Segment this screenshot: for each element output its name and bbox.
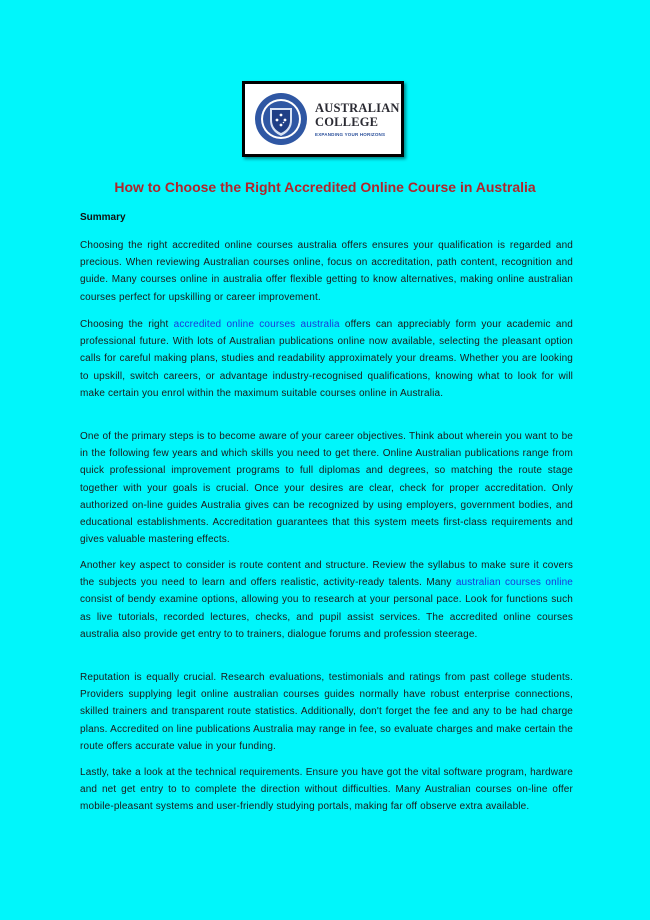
paragraph-4-text-before: Another key aspect to consider is route content and structure. Review the syllabus to make sure it covers the subjects you need to learn and offers realistic, activity-ready talents. Many (80, 560, 573, 589)
page-title: How to Choose the Right Accredited Online Course in Australia (114, 179, 536, 195)
logo-tagline: EXPANDING YOUR HORIZONS (315, 132, 386, 137)
shield-crest-icon (253, 91, 309, 147)
logo-title-line2: COLLEGE (315, 115, 379, 129)
paragraph-5: Reputation is equally crucial. Research evaluations, testimonials and ratings from past college students. Providers supplying legit online australian courses guides normally have robust enterprise connections, skilled trainers and transparent route statistics. Additionally, don't forget the fee and any to be had charge plans. Accredited on line publications Australia may range in fee, so evaluate charges and make certain the route offers accurate value in your funding. (80, 672, 573, 752)
paragraph-4-text-after: consist of bendy examine options, allowing you to research at your personal pace. Look for functions such as live tutorials, recorded lectures, checks, and pupil assist services. The accredited online courses australia also provide get entry to to trainers, dialogue forums and profession steerage. (80, 594, 573, 640)
logo-title-line1: AUSTRALIAN (315, 101, 400, 115)
paragraph-4 (80, 557, 573, 643)
college-logo (242, 81, 404, 157)
paragraph-2-text-before: Choosing the right (80, 319, 174, 330)
summary-heading: Summary (80, 212, 126, 223)
paragraph-2-text-after: offers can appreciably form your academic and professional future. With lots of Australian publications online now available, selecting the pleasant option calls for careful making plans, studies and readability approximately your dreams. Whether you are looking to upskill, switch careers, or advantage industry-recognised qualifications, knowing what to look for will make certain you enrol within the maximum suitable courses online in Australia. (80, 319, 573, 399)
paragraph-1: Choosing the right accredited online courses australia offers ensures your qualification is regarded and precious. When reviewing Australian courses online, focus on accreditation, path content, recognition and guide. Many courses online in australia offer flexible getting to know alternatives, making online australian courses perfect for upskilling or career improvement. (80, 240, 573, 303)
australian-courses-online-link[interactable]: australian courses online (455, 577, 573, 589)
paragraph-6: Lastly, take a look at the technical requirements. Ensure you have got the vital software program, hardware and net get entry to to complete the direction without difficulties. Many Australian courses on-line offer mobile-pleasant systems and user-friendly studying portals, making far off observe extra available. (80, 767, 573, 813)
paragraph-3: One of the primary steps is to become aware of your career objectives. Think about wherein you want to be in the following few years and which skills you need to get there. Online Australian publications range from quick professional improvement programs to full diplomas and degrees, so matching the route stage together with your goals is crucial. Once your desires are clear, check for proper accreditation. Only authorized on-line guides Australia gives can be recognized by using employers, government bodies, and educational establishments. Accreditation guarantees that this system meets first-class requirements and gives valuable mastering effects. (80, 431, 573, 546)
paragraph-2 (80, 316, 573, 402)
accredited-online-courses-link[interactable]: accredited online courses australia (173, 319, 340, 330)
